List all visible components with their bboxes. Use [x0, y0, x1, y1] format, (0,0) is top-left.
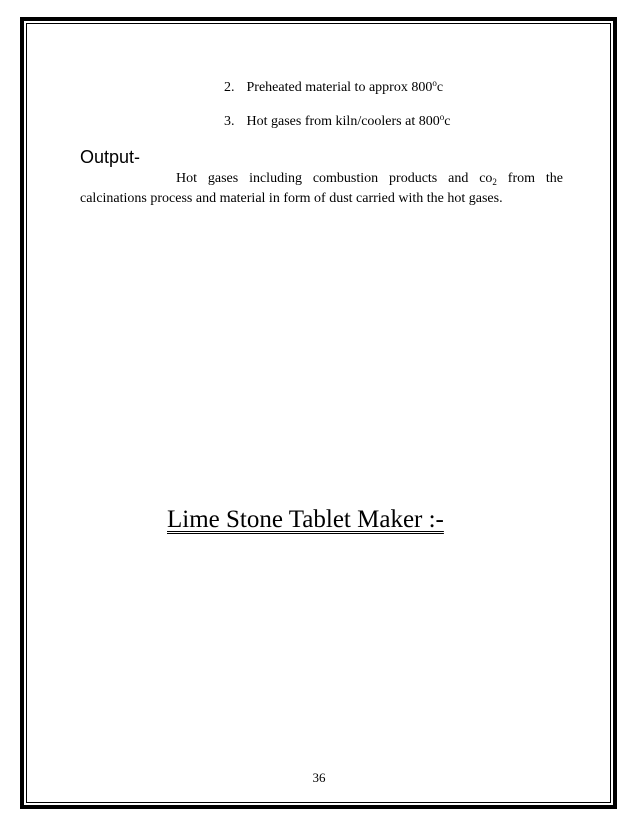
output-heading: Output-	[80, 147, 141, 167]
list-item-number: 2.	[224, 80, 235, 95]
degree-superscript: o	[432, 78, 437, 88]
section-title: Lime Stone Tablet Maker :-	[167, 506, 444, 533]
list-item-number: 3.	[224, 114, 235, 129]
page-border-inner	[26, 23, 611, 803]
output-text-before: Hot gases including combustion products and co	[176, 171, 493, 186]
output-paragraph	[80, 169, 563, 209]
unit-text: c	[436, 80, 444, 95]
list-item-preheated-material	[224, 80, 443, 96]
page-number: 36	[312, 770, 326, 785]
co2-subscript: 2	[492, 177, 497, 187]
list-item-text: Hot gases from kiln/coolers at 800	[246, 114, 440, 129]
output-text-after: from the calcinations process and material in form of dust carried with the hot gases.	[80, 171, 563, 206]
unit-text: c	[444, 114, 451, 129]
list-item-text: Preheated material to approx 800	[246, 80, 433, 95]
list-item-hot-gases	[224, 114, 450, 130]
degree-superscript: o	[439, 112, 445, 122]
